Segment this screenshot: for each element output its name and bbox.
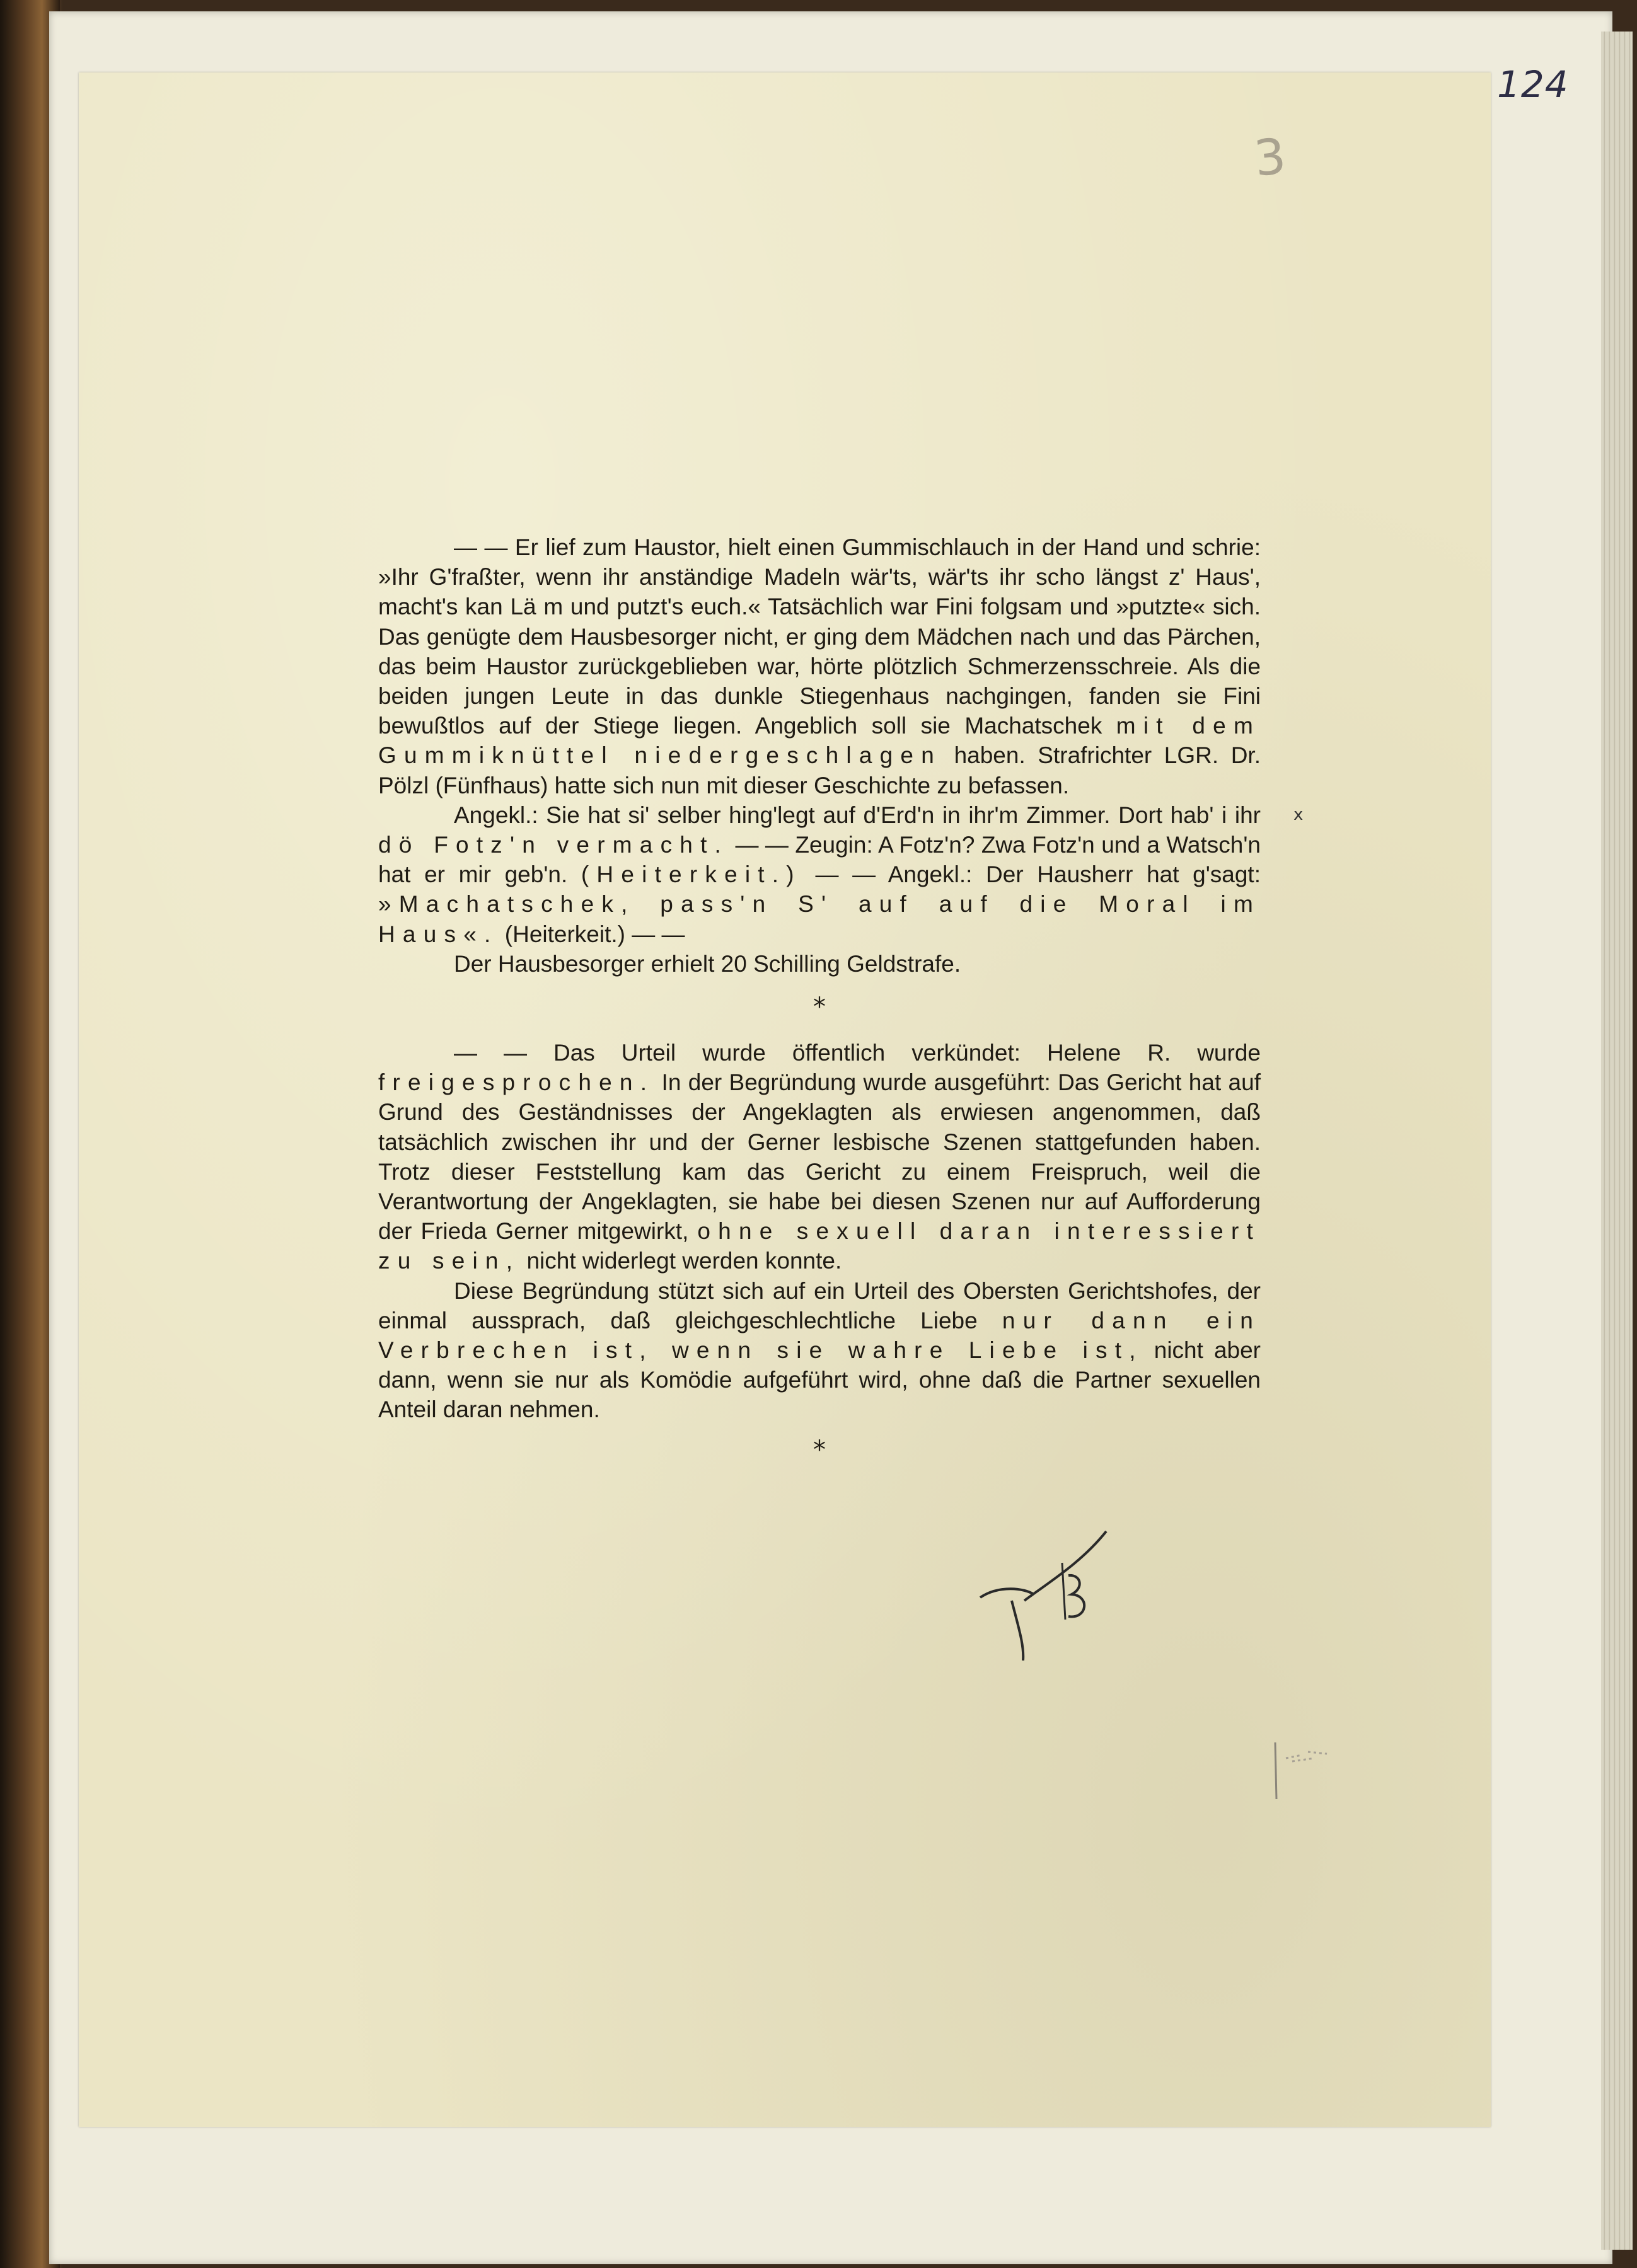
paragraph-1-end: haben. Strafrichter LGR. Dr. Pölzl (Fünfhaus) hatte sich nun mit dieser Geschichte zu befassen. — [378, 742, 1261, 798]
paragraph-5-b: nicht aber dann, wenn sie nur als Komödie aufgeführt wird, ohne daß die Partner sexuellen Anteil daran nehmen. — [378, 1337, 1261, 1423]
paragraph-2 — [378, 800, 1261, 949]
page-edges — [1601, 32, 1633, 2250]
pencil-scribble-mark — [1264, 1736, 1346, 1805]
margin-mark: x — [1293, 805, 1304, 824]
paragraph-2-spaced-3: »Machatschek, pass'n S' auf auf die Moral im Haus«. — [378, 891, 1261, 947]
paragraph-2-d: (Heiterkeit.) — — — [504, 921, 685, 947]
paragraph-3: Der Hausbesorger erhielt 20 Schilling Geldstrafe. — [454, 950, 961, 977]
handwritten-initials-mark — [974, 1525, 1119, 1670]
paragraph-4-c: nicht widerlegt werden konnte. — [526, 1248, 842, 1274]
paragraph-4-a: — — Das Urteil wurde öffentlich verkündet: Helene R. wurde — [454, 1040, 1261, 1066]
paragraph-2-spaced-1: dö Fotz'n vermacht. — [378, 832, 729, 858]
article-text — [378, 532, 1261, 1475]
paragraph-1-spaced: mit dem Gummiknüttel niedergeschlagen — [378, 713, 1261, 769]
paragraph-1-text: — — Er lief zum Haustor, hielt einen Gummischlauch in der Hand und schrie: »Ihr G'fraßter, wenn ihr anständige Madeln wär'ts, wär'ts ihr scho längst z' Haus', macht's kan Lä m und putzt's euch.« Tatsächlich war Fini folgsam und »putzte« sich. Das genügte dem Hausbesorger nicht, er ging dem Mädchen nach und das Pärchen, das beim Haustor zurückgeblieben war, hörte plötzlich Schmerzensschreie. Als die beiden jungen Leute in das dunkle Stiegenhaus nachgingen, fanden sie Fini bewußtlos auf der Stiege liegen. Angeblich soll sie Machatschek — [378, 534, 1261, 739]
paragraph-2-c: — — Angekl.: Der Hausherr hat g'sagt: — [815, 861, 1261, 888]
section-divider-1: * — [813, 993, 826, 1022]
paragraph-4-b: In der Begründung wurde ausgeführt: Das Gericht hat auf Grund des Geständnisses der Angeklagten als erwiesen angenommen, daß tatsächlich zwischen ihr und der Gerner lesbische Szenen stattgefunden haben. Trotz dieser Feststellung kam das Gericht zu einem Freispruch, weil die Verantwortung der Angeklagten, sie habe bei diesen Szenen nur auf Aufforderung der Frieda Gerner mitgewirkt, — [378, 1069, 1261, 1245]
paragraph-2-a: Angekl.: Sie hat si' selber hing'legt auf d'Erd'n in ihr'm Zimmer. Dort hab' i ihr — [454, 802, 1261, 828]
paragraph-1 — [378, 532, 1261, 800]
paragraph-4-spaced-2: ohne sexuell daran interessiert zu sein, — [378, 1218, 1261, 1274]
paragraph-2-b: — — Zeugin: A Fotz'n? Zwa Fotz'n und a Watsch'n hat er mir geb'n. — [378, 832, 1261, 888]
folio-number: 124 — [1497, 63, 1569, 106]
paragraph-4-spaced-1: freigesprochen. — [378, 1069, 655, 1096]
pencil-page-number: 3 — [1251, 128, 1289, 188]
paragraph-5-spaced: nur dann ein Verbrechen ist, wenn sie wahre Liebe ist, — [378, 1307, 1261, 1364]
paragraph-4 — [378, 1038, 1261, 1276]
paragraph-5 — [378, 1276, 1261, 1425]
paragraph-5-a: Diese Begründung stützt sich auf ein Urteil des Obersten Gerichtshofes, der einmal aussprach, daß gleichgeschlechtliche Liebe — [378, 1277, 1261, 1333]
paragraph-2-spaced-2: (Heiterkeit.) — [581, 861, 802, 888]
section-divider-2: * — [813, 1435, 826, 1465]
